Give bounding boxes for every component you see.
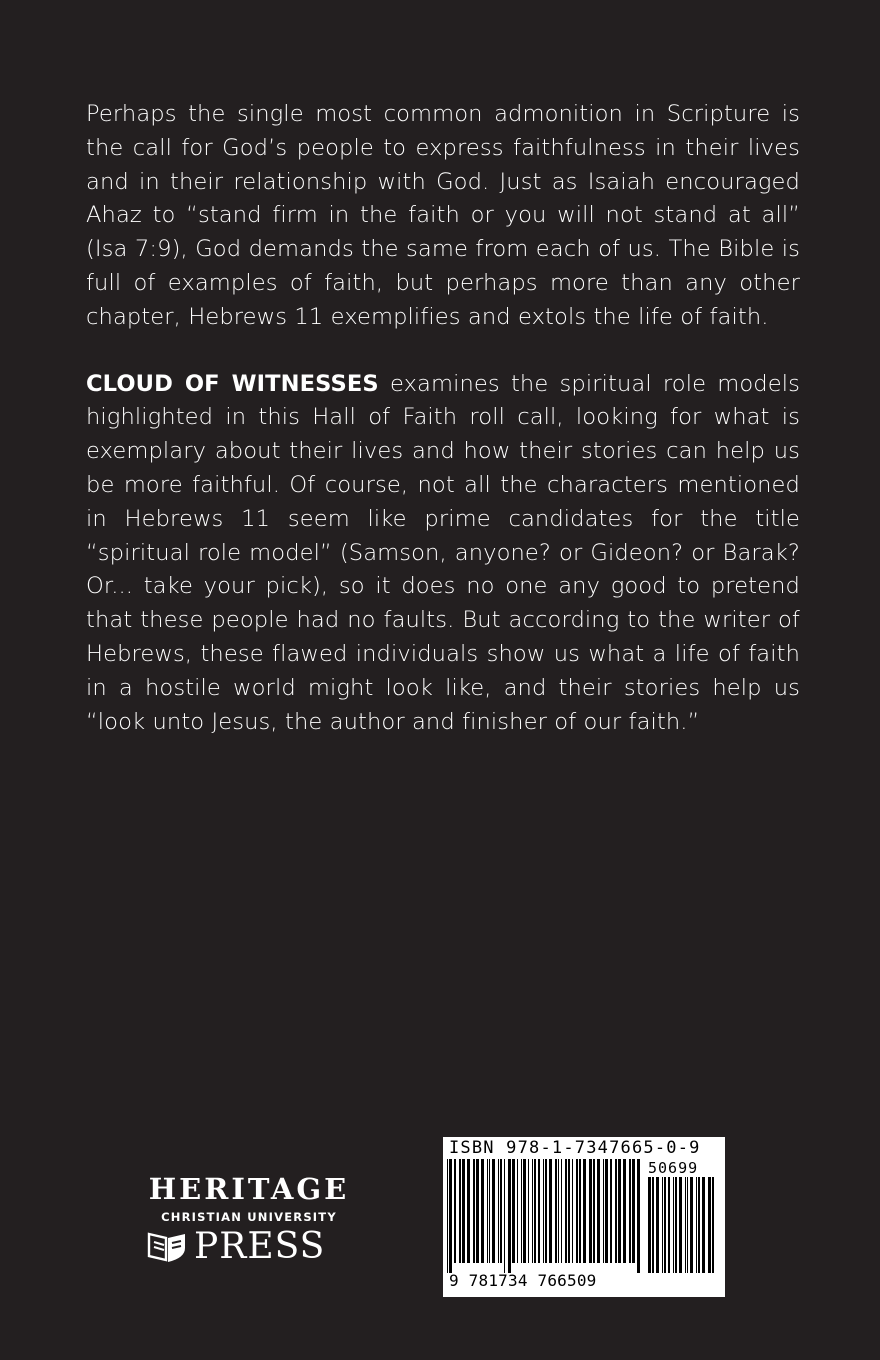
barcode-bar — [603, 1159, 604, 1263]
blurb-paragraph-1: Perhaps the single most common admonition in Scripture is the call for God’s people to express faithfulness in their lives and in their relationship with God. Just as Isaiah encouraged Ahaz to “stand firm in the faith or you will not stand at all” (Isa 7:9), God demands the same from each of us. The Bible is full of examples of faith, but perhaps more than any other chapter, Hebrews 11 exemplifies and extols the life of faith. — [86, 101, 800, 330]
barcode-bar — [473, 1159, 475, 1263]
barcode-bar — [615, 1159, 617, 1263]
barcode-bar — [504, 1159, 505, 1273]
barcode-bar — [687, 1177, 688, 1273]
publisher-logo — [146, 1172, 352, 1267]
barcode-bar — [668, 1177, 670, 1273]
barcode-bar — [459, 1159, 461, 1263]
barcode-bar — [712, 1177, 714, 1273]
barcode-bar — [593, 1159, 595, 1263]
barcode-bar — [517, 1159, 518, 1263]
barcode-bar — [610, 1159, 612, 1263]
barcode-bar — [545, 1159, 547, 1263]
barcode-bar — [449, 1159, 452, 1273]
barcode-bar — [534, 1159, 536, 1263]
barcode-bar — [629, 1159, 631, 1263]
barcode-bar — [549, 1159, 552, 1263]
barcode-bar — [489, 1159, 490, 1263]
barcode-bar — [498, 1159, 499, 1263]
barcode-bar — [508, 1159, 511, 1273]
barcode-bar — [648, 1177, 651, 1273]
barcode-bar — [675, 1177, 677, 1273]
barcode-bar — [589, 1159, 592, 1263]
barcode-bar — [656, 1177, 659, 1273]
barcode-bar — [698, 1177, 700, 1273]
publisher-press-row — [146, 1227, 352, 1267]
barcode-bar — [481, 1159, 484, 1263]
shield-book-icon — [146, 1230, 188, 1264]
publisher-name-press: PRESS — [194, 1226, 326, 1267]
barcode-bar — [605, 1159, 608, 1263]
barcode-bar — [462, 1159, 465, 1263]
barcode-bar — [467, 1159, 470, 1263]
barcode-bar — [579, 1159, 581, 1263]
barcode-bar — [696, 1177, 697, 1273]
barcode-bars-main — [447, 1159, 643, 1273]
barcode-bar — [597, 1159, 600, 1263]
barcode-bar — [532, 1159, 533, 1263]
barcode-bar — [523, 1159, 526, 1263]
book-title: CLOUD OF WITNESSES — [86, 370, 379, 397]
barcode-bar — [492, 1159, 495, 1263]
publisher-name-heritage: HERITAGE — [148, 1172, 350, 1206]
barcode-bar — [528, 1159, 529, 1263]
barcode-bar — [637, 1159, 640, 1273]
barcode-bar — [521, 1159, 522, 1263]
barcode-bar — [583, 1159, 586, 1263]
blurb-paragraph-2-text: examines the spiritual role models highlighted in this Hall of Faith roll call, looking for what is exemplary about their lives and how their stories can help us be more faithful. Of course, not all the characters mentioned in Hebrews 11 seem like prime candidates for the title “spiritual role model” (Samson, anyone? or Gideon? or Barak? Or... take your pick), so it does no one any good to pretend that these people had no faults. But according to the writer of Hebrews, these flawed individuals show us what a life of faith in a hostile world might look like, and their stories help us “look unto Jesus, the author and finisher of our faith.” — [86, 370, 800, 735]
barcode-bar — [543, 1159, 544, 1263]
barcode-addon-digits: 50699 — [648, 1159, 699, 1177]
barcode-bar — [702, 1177, 705, 1273]
barcode-bar — [454, 1159, 456, 1263]
barcode-bar — [565, 1159, 567, 1263]
barcode-bar — [632, 1159, 635, 1263]
barcode-bar — [662, 1177, 663, 1273]
barcode-bar — [652, 1177, 654, 1273]
barcode-bar — [500, 1159, 502, 1263]
publisher-name-university: CHRISTIAN UNIVERSITY — [161, 1210, 337, 1224]
barcode-bar — [623, 1159, 626, 1263]
isbn-barcode — [443, 1137, 725, 1297]
barcode-bar — [558, 1159, 559, 1263]
barcode-bar — [555, 1159, 557, 1263]
barcode-bar — [538, 1159, 540, 1263]
barcode-bar — [487, 1159, 488, 1263]
barcode-bar — [561, 1159, 562, 1263]
blurb-paragraph-2 — [86, 368, 800, 740]
barcode-bar — [664, 1177, 666, 1273]
back-cover-blurb — [86, 98, 800, 772]
barcode-bar — [690, 1177, 693, 1273]
barcode-bar — [679, 1177, 682, 1273]
barcode-bar — [476, 1159, 479, 1263]
barcode-bar — [673, 1177, 674, 1273]
barcode-bar — [708, 1177, 711, 1273]
barcode-bar — [618, 1159, 621, 1263]
isbn-label: ISBN 978-1-7347665-0-9 — [449, 1138, 701, 1158]
barcode-bar — [576, 1159, 578, 1263]
barcode-bars-addon — [648, 1177, 716, 1273]
barcode-digits: 9 781734 766509 — [449, 1271, 597, 1290]
barcode-bar — [685, 1177, 686, 1273]
barcode-bar — [568, 1159, 570, 1263]
barcode-bar — [512, 1159, 515, 1263]
barcode-bar — [447, 1159, 448, 1273]
barcode-bar — [572, 1159, 573, 1263]
